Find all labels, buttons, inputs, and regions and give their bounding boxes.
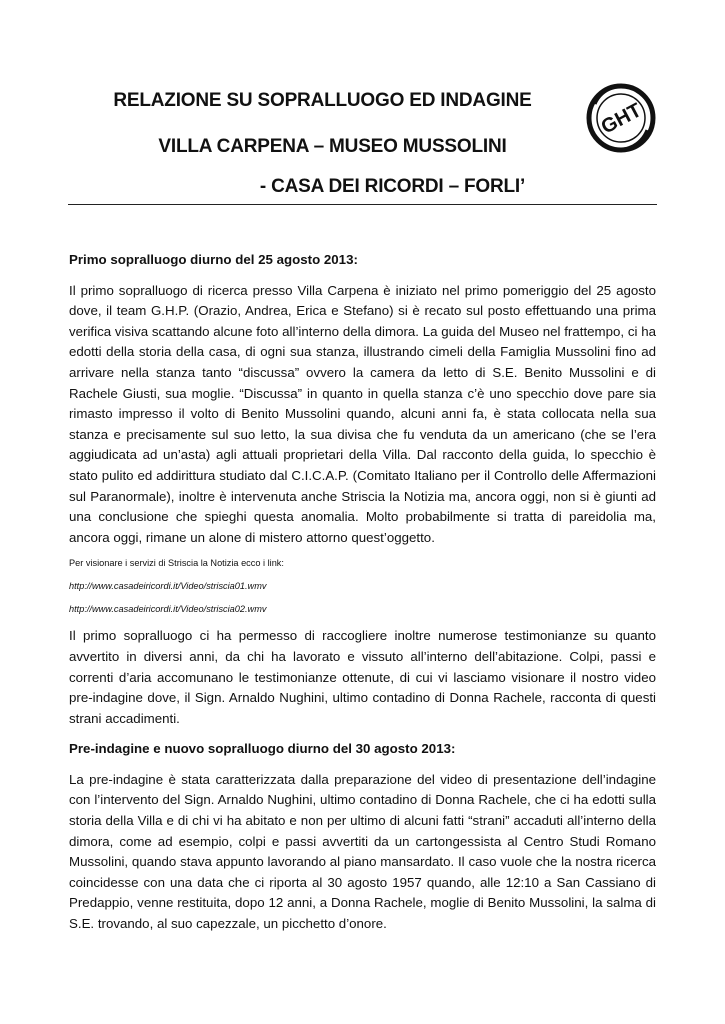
section2-paragraph: La pre-indagine è stata caratterizzata dalla preparazione del video di presentazione dell’indagine con l’intervento del Sign. Arnaldo Nughini, ultimo contadino di Donna Rachele, che ci ha edotti sulla storia della Villa e di chi vi ha abitato e non per ultimo di alcuni fatti “strani” accaduti all’interno della dimora, come ad esempio, colpi e passi avvertiti da un cartongessista al Centro Studi Romano Mussolini, quando stava appunto lavorando al piano mansardato. Il caso vuole che la nostra ricerca coincidesse con una data che ci riporta al 30 agosto 1957 quando, alle 12:10 a San Cassiano di Predappio, venne restituita, dopo 12 anni, a Donna Rachele, moglie di Benito Mussolini, la salma di S.E. trovando, al suo capezzale, un picchetto d’onore.	[69, 771, 656, 932]
ght-logo	[585, 82, 657, 154]
section1-paragraph: Il primo sopralluogo di ricerca presso Villa Carpena è iniziato nel primo pomeriggio del 25 agosto dove, il team G.H.P. (Orazio, Andrea, Erica e Stefano) si è recato sul posto effettuando una prima verifica visiva scattando alcune foto all’interno della dimora. La guida del Museo nel frattempo, ci ha edotti della storia della casa, di ogni sua stanza, illustrando cimeli della Famiglia Mussolini fino ad arrivare nella stanza tanto “discussa” ovvero la camera da letto di S.E. Benito Mussolini e di Rachele Giusti, sua moglie. “Discussa” in quanto in quella stanza c’è uno specchio dove pare sia rimasto impresso il volto di Benito Mussolini quando, alcuni anni fa, è stata collocata nella sua stanza e precisamente sul suo letto, la sua divisa che fu venduta da un americano (che se l’era aggiudicata ad un’asta) agli attuali proprietari della Villa. Dal racconto della guida, lo specchio è stato pulito ed addirittura studiato dal C.I.C.A.P. (Comitato Italiano per il Controllo delle Affermazioni sul Paranormale), inoltre è intervenuta anche Striscia la Notizia ma, ancora oggi, non si è giunti ad una conclusione che spieghi questa anomalia. Molto probabilmente si tratta di pareidolia ma, ancora oggi, rimane un alone di mistero attorno quest’oggetto.	[69, 282, 656, 545]
links-intro: Per visionare i servizi di Striscia la Notizia ecco i link:	[69, 558, 284, 569]
report-title-line-2: VILLA CARPENA – MUSEO MUSSOLINI	[158, 136, 507, 157]
section2-heading: Pre-indagine e nuovo sopralluogo diurno del 30 agosto 2013:	[69, 741, 456, 757]
section1-paragraph-2: Il primo sopralluogo ci ha permesso di raccogliere inoltre numerose testimonianze su quanto avvertito in diversi anni, da chi ha lavorato e vissuto all’interno dell’abitazione. Colpi, passi e correnti d’aria accomunano le testimonianze ottenute, di cui vi lasciamo visionare il nostro video pre-indagine dove, il Sign. Arnaldo Nughini, ultimo contadino di Donna Rachele, racconta di questi strani accadimenti.	[69, 628, 656, 726]
section1-heading: Primo sopralluogo diurno del 25 agosto 2013:	[69, 252, 358, 267]
document-body	[69, 250, 656, 944]
report-title-line-1: RELAZIONE SU SOPRALLUOGO ED INDAGINE	[113, 90, 532, 111]
logo-text: GHT	[597, 99, 646, 139]
title-divider	[68, 204, 657, 205]
video-link-1[interactable]: http://www.casadeiricordi.it/Video/striscia01.wmv	[69, 581, 267, 592]
report-title-line-3: - CASA DEI RICORDI – FORLI’	[259, 176, 526, 197]
video-link-2[interactable]: http://www.casadeiricordi.it/Video/striscia02.wmv	[69, 604, 267, 615]
